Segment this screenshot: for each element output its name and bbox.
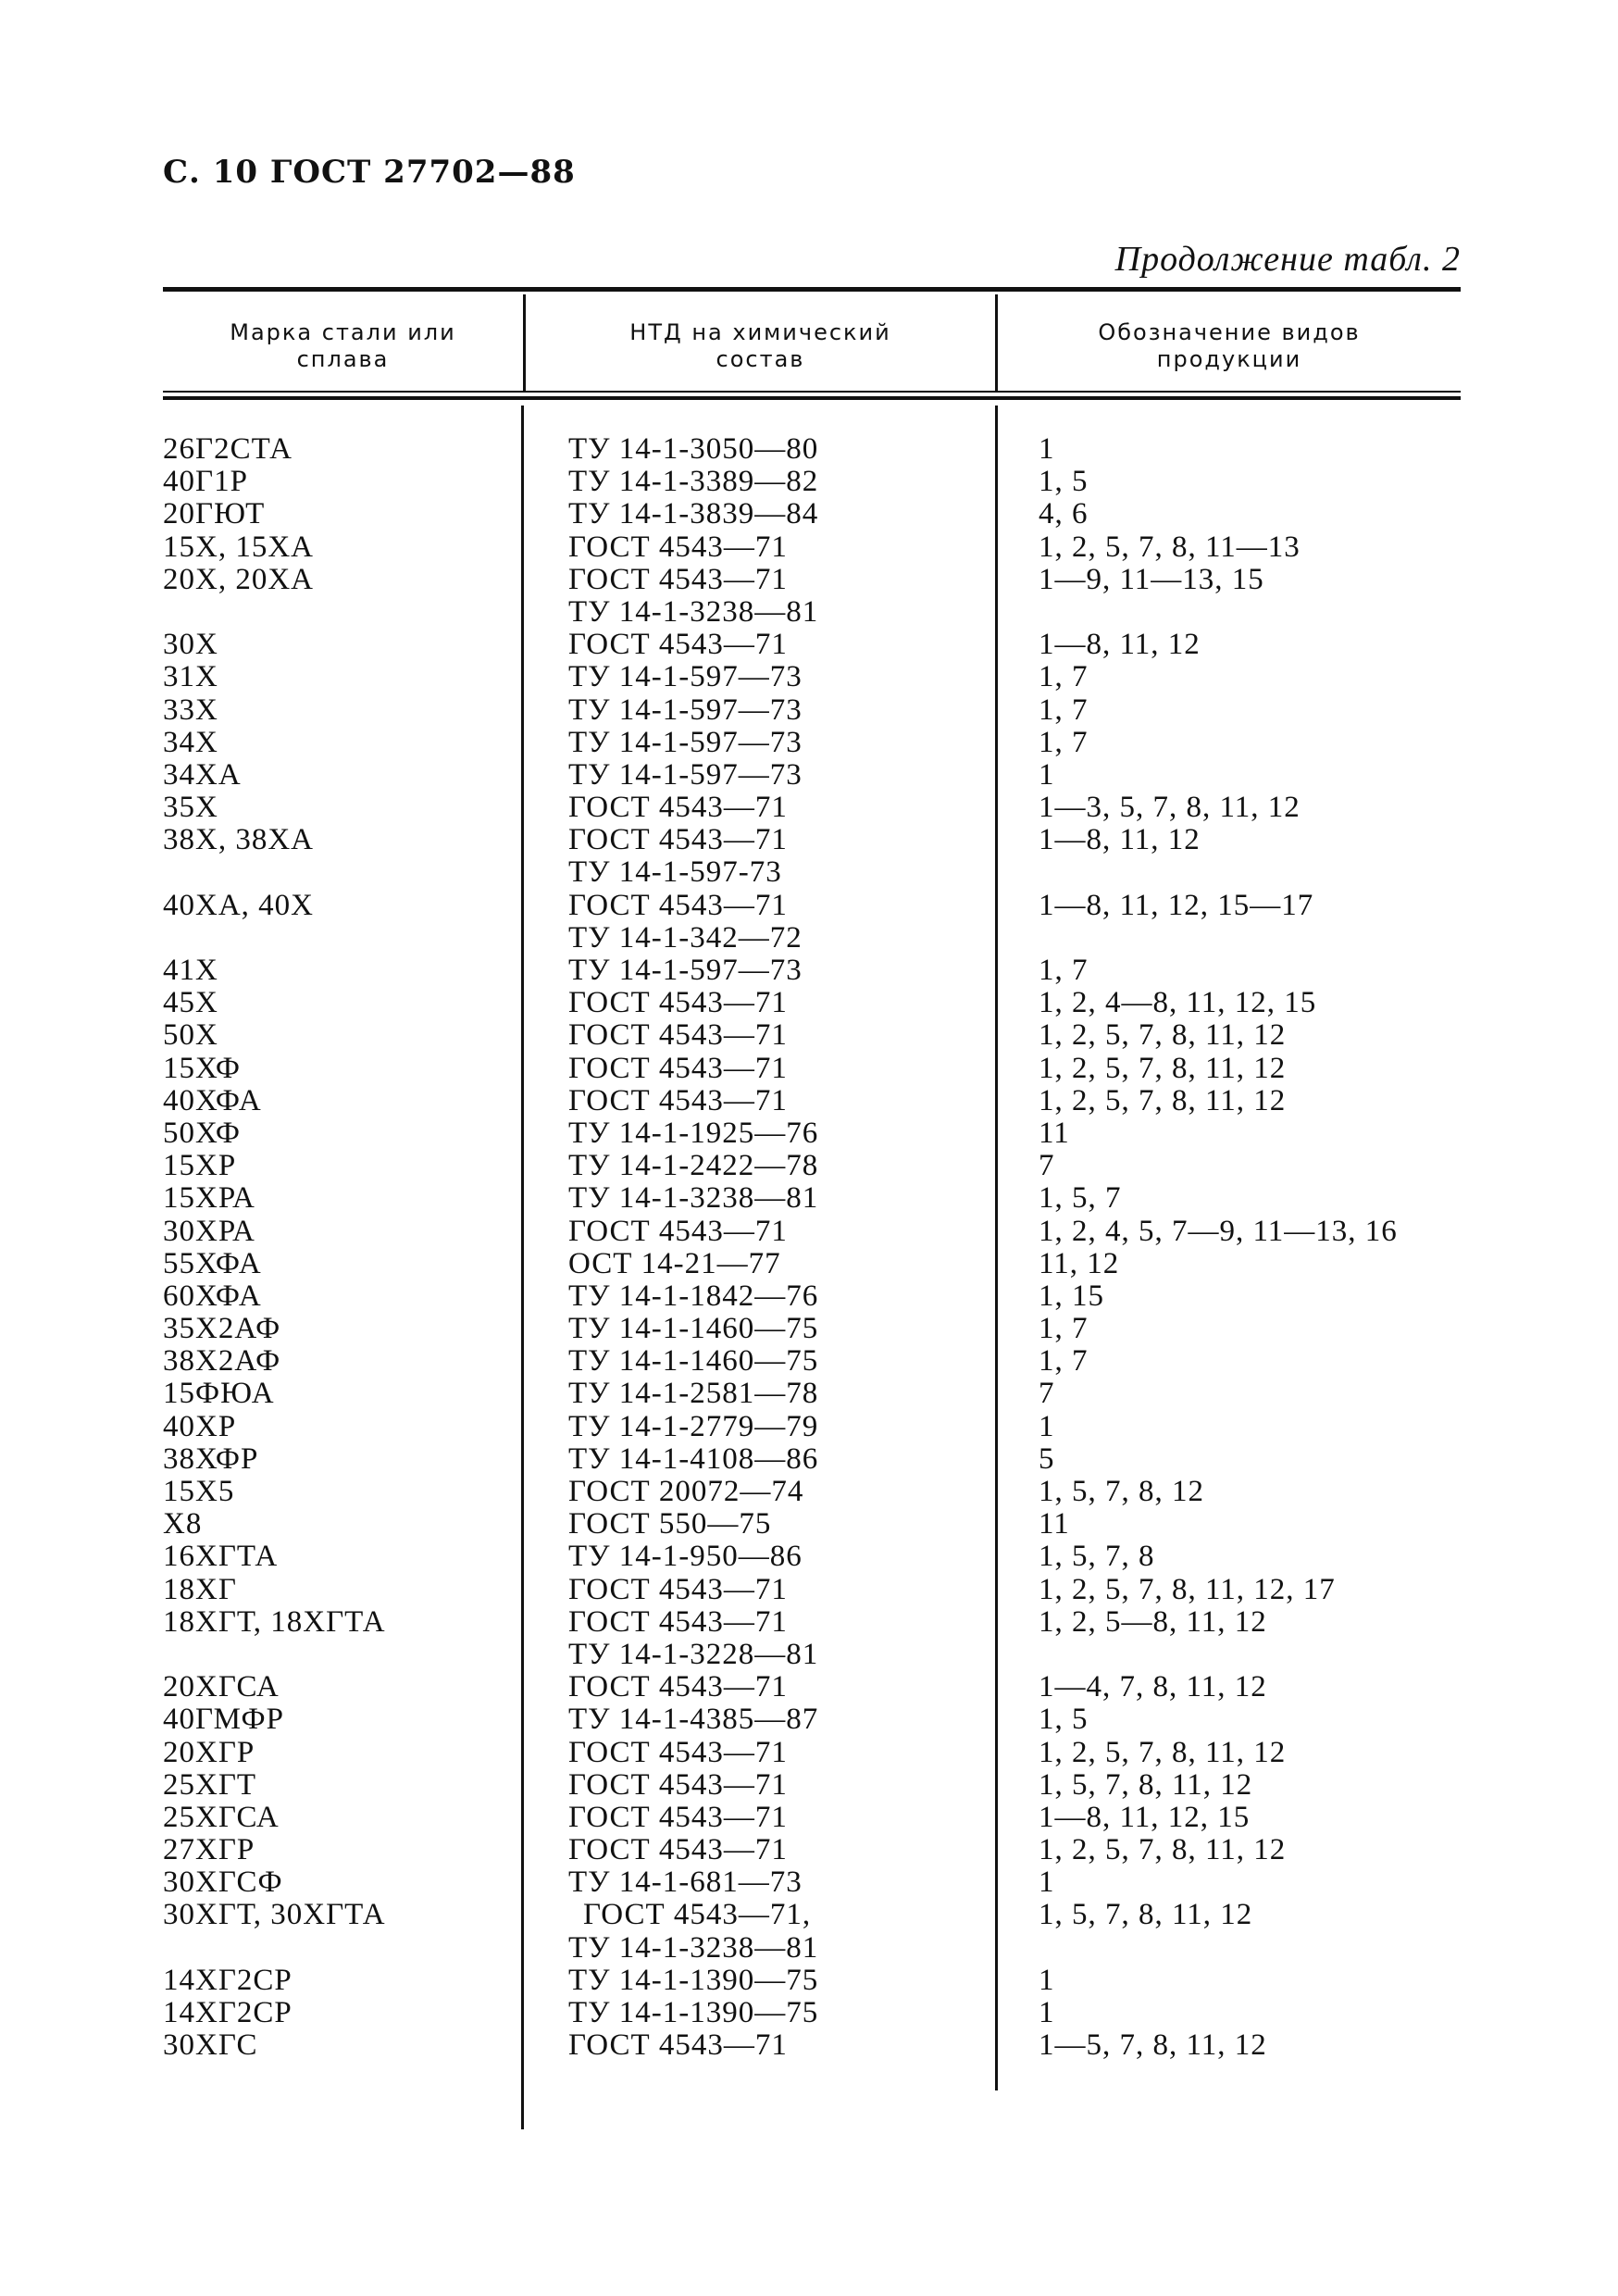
table-row bbox=[0, 922, 1618, 955]
table-row bbox=[0, 1737, 1618, 1769]
table-row bbox=[0, 1574, 1618, 1606]
cell-products: 7 bbox=[1039, 1377, 1055, 1411]
cell-grade: 45Х bbox=[163, 986, 218, 1020]
cell-grade: 35Х2АФ bbox=[163, 1312, 281, 1346]
page-reference: С. 10 ГОСТ 27702—88 bbox=[163, 154, 576, 191]
cell-grade: 40ГМФР bbox=[163, 1703, 284, 1737]
header-bottom-rule bbox=[163, 391, 1461, 393]
cell-ntd: ГОСТ 4543—71 bbox=[568, 1572, 788, 1606]
cell-products: 1—5, 7, 8, 11, 12 bbox=[1039, 2028, 1267, 2063]
column-header-ntd: НТД на химический состав bbox=[629, 319, 891, 372]
cell-ntd: ГОСТ 4543—71 bbox=[568, 888, 788, 922]
cell-grade: 50ХФ bbox=[163, 1116, 242, 1150]
cell-products: 11 bbox=[1039, 1116, 1070, 1150]
cell-grade: 40ХФА bbox=[163, 1083, 262, 1117]
table-row bbox=[0, 1866, 1618, 1899]
cell-ntd: ТУ 14-1-2779—79 bbox=[568, 1409, 819, 1443]
table-row bbox=[0, 531, 1618, 564]
cell-products: 1, 2, 5, 7, 8, 11, 12 bbox=[1039, 1083, 1287, 1117]
table-row bbox=[0, 498, 1618, 530]
table-top-rule bbox=[163, 287, 1461, 292]
cell-ntd: ГОСТ 4543—71 bbox=[568, 986, 788, 1020]
cell-products: 1 bbox=[1039, 1409, 1055, 1443]
cell-grade: 38ХФР bbox=[163, 1441, 259, 1476]
cell-grade: 16ХГТА bbox=[163, 1540, 279, 1574]
cell-grade: 15ХФ bbox=[163, 1051, 242, 1085]
cell-grade: 34Х bbox=[163, 725, 218, 759]
cell-grade: 38Х, 38ХА bbox=[163, 823, 314, 857]
cell-ntd: ТУ 14-1-3050—80 bbox=[568, 432, 819, 466]
cell-grade: 20ГЮТ bbox=[163, 497, 266, 531]
cell-grade: 40ХА, 40Х bbox=[163, 888, 314, 922]
cell-ntd: ОСТ 14-21—77 bbox=[568, 1246, 781, 1280]
table-row bbox=[0, 856, 1618, 889]
cell-products: 1—8, 11, 12, 15 bbox=[1039, 1800, 1251, 1834]
cell-grade: 30ХГТ, 30ХГТА bbox=[163, 1898, 386, 1932]
cell-ntd: ТУ 14-1-3839—84 bbox=[568, 497, 819, 531]
cell-ntd: ТУ 14-1-1390—75 bbox=[568, 1963, 819, 1997]
cell-grade: 31Х bbox=[163, 660, 218, 694]
table-row bbox=[0, 1378, 1618, 1410]
cell-ntd: ТУ 14-1-3238—81 bbox=[568, 1930, 819, 1965]
cell-ntd: ТУ 14-1-597—73 bbox=[568, 693, 803, 727]
cell-products: 1, 7 bbox=[1039, 725, 1089, 759]
table-row bbox=[0, 1313, 1618, 1345]
cell-ntd: ГОСТ 4543—71 bbox=[568, 1018, 788, 1053]
cell-ntd: ТУ 14-1-4108—86 bbox=[568, 1441, 819, 1476]
cell-ntd: ТУ 14-1-1460—75 bbox=[568, 1312, 819, 1346]
cell-ntd: ТУ 14-1-950—86 bbox=[568, 1540, 803, 1574]
cell-ntd: ГОСТ 4543—71 bbox=[568, 1767, 788, 1802]
table-row bbox=[0, 1248, 1618, 1280]
cell-ntd: ГОСТ 4543—71 bbox=[568, 1214, 788, 1248]
cell-grade: 14ХГ2СР bbox=[163, 1963, 292, 1997]
table-row bbox=[0, 792, 1618, 824]
cell-products: 1, 2, 5, 7, 8, 11, 12, 17 bbox=[1039, 1572, 1336, 1606]
cell-products: 1, 2, 5, 7, 8, 11, 12 bbox=[1039, 1833, 1287, 1867]
table-row bbox=[0, 1997, 1618, 2029]
cell-grade: 15ХР bbox=[163, 1149, 237, 1183]
cell-grade: 50Х bbox=[163, 1018, 218, 1053]
cell-products: 1, 5, 7, 8, 11, 12 bbox=[1039, 1767, 1253, 1802]
cell-grade: 20ХГСА bbox=[163, 1670, 280, 1704]
table-row bbox=[0, 1541, 1618, 1573]
cell-products: 1—3, 5, 7, 8, 11, 12 bbox=[1039, 791, 1301, 825]
cell-products: 1, 2, 5, 7, 8, 11, 12 bbox=[1039, 1018, 1287, 1053]
cell-ntd: ГОСТ 4543—71 bbox=[568, 2028, 788, 2063]
cell-grade: 27ХГР bbox=[163, 1833, 255, 1867]
cell-grade: 30Х bbox=[163, 628, 218, 662]
cell-ntd: ТУ 14-1-1460—75 bbox=[568, 1344, 819, 1379]
cell-products: 1, 5, 7, 8, 11, 12 bbox=[1039, 1898, 1253, 1932]
cell-products: 7 bbox=[1039, 1149, 1055, 1183]
table-row bbox=[0, 629, 1618, 661]
table-row bbox=[0, 433, 1618, 466]
cell-ntd: ТУ 14-1-1925—76 bbox=[568, 1116, 819, 1150]
table-row bbox=[0, 1671, 1618, 1703]
cell-products: 1—8, 11, 12, 15—17 bbox=[1039, 888, 1314, 922]
cell-grade: Х8 bbox=[163, 1507, 203, 1541]
cell-ntd: ТУ 14-1-4385—87 bbox=[568, 1703, 819, 1737]
cell-ntd: ГОСТ 4543—71 bbox=[568, 628, 788, 662]
cell-products: 1, 7 bbox=[1039, 693, 1089, 727]
cell-grade: 40ХР bbox=[163, 1409, 237, 1443]
table-row bbox=[0, 694, 1618, 727]
cell-products: 1 bbox=[1039, 432, 1055, 466]
table-row bbox=[0, 1639, 1618, 1671]
table-row bbox=[0, 1932, 1618, 1965]
table-row bbox=[0, 564, 1618, 596]
cell-products: 1—8, 11, 12 bbox=[1039, 823, 1201, 857]
table-row bbox=[0, 1899, 1618, 1931]
cell-products: 1, 7 bbox=[1039, 1312, 1089, 1346]
table-row bbox=[0, 1965, 1618, 1997]
cell-grade: 40Г1Р bbox=[163, 465, 248, 499]
table-row bbox=[0, 1476, 1618, 1508]
cell-grade: 41Х bbox=[163, 954, 218, 987]
cell-grade: 30ХГС bbox=[163, 2028, 258, 2063]
cell-grade: 15ФЮА bbox=[163, 1377, 275, 1411]
table-row bbox=[0, 596, 1618, 629]
cell-ntd: ГОСТ 4543—71 bbox=[568, 1800, 788, 1834]
table-row bbox=[0, 1150, 1618, 1182]
cell-grade: 14ХГ2СР bbox=[163, 1996, 292, 2029]
cell-ntd: ТУ 14-1-3228—81 bbox=[568, 1637, 819, 1671]
cell-ntd: ГОСТ 4543—71, bbox=[583, 1898, 812, 1932]
cell-ntd: ГОСТ 4543—71 bbox=[568, 1083, 788, 1117]
table-row bbox=[0, 955, 1618, 987]
cell-ntd: ГОСТ 4543—71 bbox=[568, 530, 788, 564]
cell-products: 1 bbox=[1039, 757, 1055, 792]
cell-ntd: ТУ 14-1-597—73 bbox=[568, 954, 803, 987]
table-row bbox=[0, 1280, 1618, 1313]
cell-grade: 15Х5 bbox=[163, 1475, 235, 1508]
cell-ntd: ГОСТ 4543—71 bbox=[568, 1604, 788, 1639]
table-row bbox=[0, 1182, 1618, 1215]
cell-ntd: ТУ 14-1-1390—75 bbox=[568, 1996, 819, 2029]
cell-products: 5 bbox=[1039, 1441, 1055, 1476]
cell-grade: 33Х bbox=[163, 693, 218, 727]
table-row bbox=[0, 727, 1618, 759]
cell-products: 1—8, 11, 12 bbox=[1039, 628, 1201, 662]
cell-products: 1—9, 11—13, 15 bbox=[1039, 562, 1264, 596]
cell-grade: 18ХГТ, 18ХГТА bbox=[163, 1604, 386, 1639]
table-row bbox=[0, 1834, 1618, 1866]
cell-products: 11 bbox=[1039, 1507, 1070, 1541]
cell-products: 1, 7 bbox=[1039, 1344, 1089, 1379]
table-row bbox=[0, 1019, 1618, 1052]
cell-grade: 38Х2АФ bbox=[163, 1344, 281, 1379]
column-header-products: Обозначение видов продукции bbox=[1098, 319, 1361, 372]
cell-grade: 30ХГСФ bbox=[163, 1866, 283, 1900]
cell-ntd: ТУ 14-1-681—73 bbox=[568, 1866, 803, 1900]
cell-products: 1 bbox=[1039, 1996, 1055, 2029]
cell-products: 1, 7 bbox=[1039, 954, 1089, 987]
table-row bbox=[0, 890, 1618, 922]
cell-ntd: ГОСТ 20072—74 bbox=[568, 1475, 804, 1508]
cell-ntd: ГОСТ 4543—71 bbox=[568, 1051, 788, 1085]
cell-ntd: ТУ 14-1-597—73 bbox=[568, 660, 803, 694]
cell-products: 1 bbox=[1039, 1963, 1055, 1997]
cell-products: 1, 5, 7, 8 bbox=[1039, 1540, 1155, 1574]
table-row bbox=[0, 1508, 1618, 1541]
cell-grade: 26Г2СТА bbox=[163, 432, 292, 466]
table-row bbox=[0, 1606, 1618, 1639]
cell-products: 1 bbox=[1039, 1866, 1055, 1900]
cell-products: 1, 5 bbox=[1039, 1703, 1089, 1737]
cell-grade: 60ХФА bbox=[163, 1279, 262, 1313]
cell-products: 1, 2, 4—8, 11, 12, 15 bbox=[1039, 986, 1317, 1020]
table-row bbox=[0, 1053, 1618, 1085]
cell-ntd: ГОСТ 4543—71 bbox=[568, 1833, 788, 1867]
table-row bbox=[0, 2029, 1618, 2062]
cell-grade: 25ХГТ bbox=[163, 1767, 257, 1802]
table-body bbox=[0, 433, 1618, 2062]
table-continuation-label: Продолжение табл. 2 bbox=[1114, 240, 1461, 279]
cell-products: 11, 12 bbox=[1039, 1246, 1120, 1280]
cell-products: 1, 5, 7, 8, 12 bbox=[1039, 1475, 1204, 1508]
cell-ntd: ГОСТ 4543—71 bbox=[568, 1670, 788, 1704]
cell-products: 1—4, 7, 8, 11, 12 bbox=[1039, 1670, 1267, 1704]
column-header-grade: Марка стали или сплава bbox=[230, 319, 456, 372]
cell-products: 1, 2, 5, 7, 8, 11, 12 bbox=[1039, 1735, 1287, 1769]
cell-grade: 55ХФА bbox=[163, 1246, 262, 1280]
cell-ntd: ТУ 14-1-3389—82 bbox=[568, 465, 819, 499]
table-row bbox=[0, 1769, 1618, 1802]
cell-ntd: ТУ 14-1-2422—78 bbox=[568, 1149, 819, 1183]
cell-ntd: ТУ 14-1-3238—81 bbox=[568, 1181, 819, 1216]
cell-ntd: ТУ 14-1-597-73 bbox=[568, 855, 782, 890]
table-row bbox=[0, 1216, 1618, 1248]
cell-products: 4, 6 bbox=[1039, 497, 1089, 531]
cell-grade: 30ХРА bbox=[163, 1214, 255, 1248]
cell-products: 1, 15 bbox=[1039, 1279, 1104, 1313]
cell-ntd: ТУ 14-1-597—73 bbox=[568, 725, 803, 759]
cell-products: 1, 5 bbox=[1039, 465, 1089, 499]
cell-ntd: ГОСТ 4543—71 bbox=[568, 823, 788, 857]
cell-ntd: ТУ 14-1-1842—76 bbox=[568, 1279, 819, 1313]
table-row bbox=[0, 1703, 1618, 1736]
table-row bbox=[0, 661, 1618, 693]
cell-grade: 15Х, 15ХА bbox=[163, 530, 314, 564]
cell-products: 1, 7 bbox=[1039, 660, 1089, 694]
cell-products: 1, 2, 5—8, 11, 12 bbox=[1039, 1604, 1267, 1639]
cell-grade: 35Х bbox=[163, 791, 218, 825]
cell-ntd: ГОСТ 4543—71 bbox=[568, 562, 788, 596]
cell-grade: 34ХА bbox=[163, 757, 242, 792]
cell-products: 1, 2, 5, 7, 8, 11—13 bbox=[1039, 530, 1301, 564]
table-row bbox=[0, 824, 1618, 856]
table-row bbox=[0, 1085, 1618, 1117]
cell-grade: 20ХГР bbox=[163, 1735, 255, 1769]
cell-grade: 25ХГСА bbox=[163, 1800, 280, 1834]
table-row bbox=[0, 987, 1618, 1019]
cell-ntd: ТУ 14-1-3238—81 bbox=[568, 594, 819, 629]
table-row bbox=[0, 466, 1618, 498]
cell-ntd: ГОСТ 550—75 bbox=[568, 1507, 772, 1541]
header-bottom-rule-double bbox=[163, 396, 1461, 400]
cell-products: 1, 2, 5, 7, 8, 11, 12 bbox=[1039, 1051, 1287, 1085]
cell-products: 1, 2, 4, 5, 7—9, 11—13, 16 bbox=[1039, 1214, 1398, 1248]
cell-ntd: ТУ 14-1-2581—78 bbox=[568, 1377, 819, 1411]
table-row bbox=[0, 1443, 1618, 1476]
cell-ntd: ГОСТ 4543—71 bbox=[568, 1735, 788, 1769]
table-row bbox=[0, 1411, 1618, 1443]
cell-grade: 20Х, 20ХА bbox=[163, 562, 314, 596]
table-row bbox=[0, 1345, 1618, 1378]
table-row bbox=[0, 759, 1618, 792]
cell-ntd: ТУ 14-1-597—73 bbox=[568, 757, 803, 792]
cell-grade: 15ХРА bbox=[163, 1181, 255, 1216]
table-row bbox=[0, 1802, 1618, 1834]
cell-ntd: ГОСТ 4543—71 bbox=[568, 791, 788, 825]
cell-grade: 18ХГ bbox=[163, 1572, 237, 1606]
table-row bbox=[0, 1117, 1618, 1150]
cell-ntd: ТУ 14-1-342—72 bbox=[568, 920, 803, 955]
cell-products: 1, 5, 7 bbox=[1039, 1181, 1122, 1216]
